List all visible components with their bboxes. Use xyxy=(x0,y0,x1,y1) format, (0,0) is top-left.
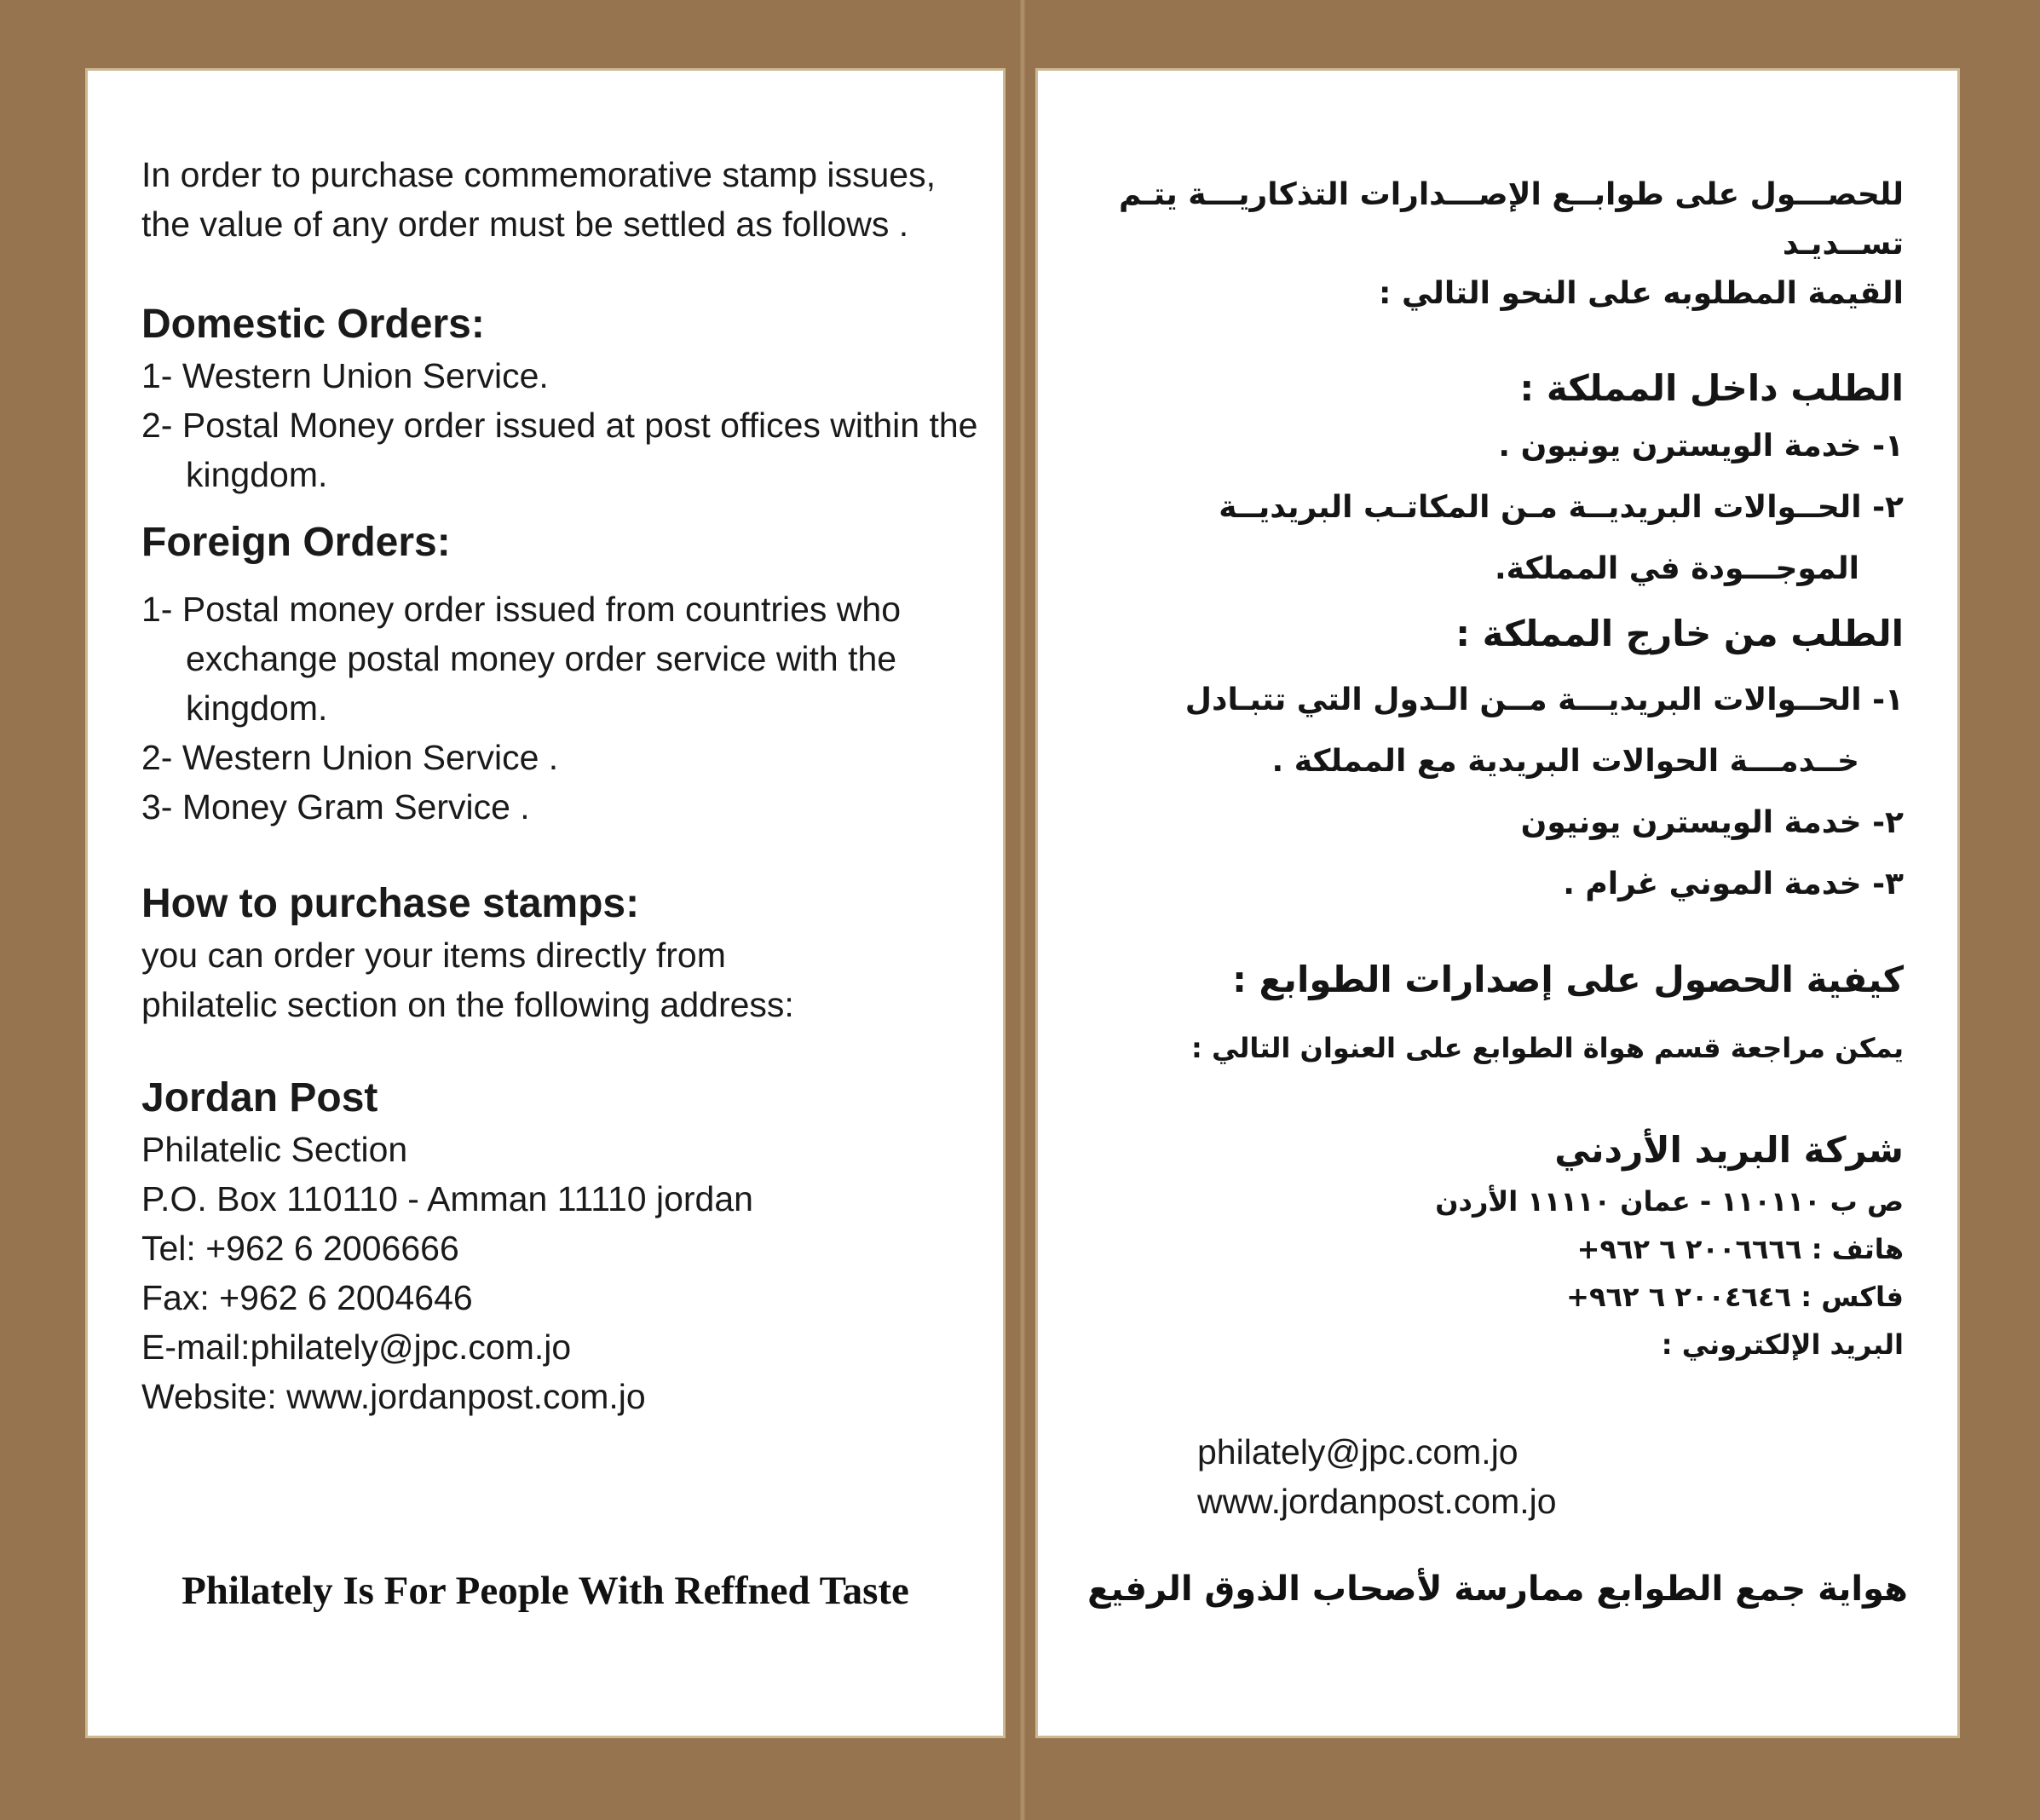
ar-domestic-item-1: ١- خدمة الويسترن يونيون . xyxy=(1498,429,1904,464)
ar-company-name: شركة البريد الأردني xyxy=(1554,1129,1904,1171)
ar-contact-latin xyxy=(1197,1427,1557,1526)
section-name: Philatelic Section xyxy=(141,1130,408,1169)
arabic-panel xyxy=(1035,68,1960,1738)
arabic-tagline: هواية جمع الطوابع ممارسة لأصحاب الذوق الرفيع xyxy=(1087,1569,1908,1609)
ar-foreign-item-1: ١- الحــوالات البريديـــة مــن الـدول التي تتبـادل خــدمـــة الحوالات البريدية مع المملكة . xyxy=(1184,682,1904,779)
domestic-item-2: 2- Postal Money order issued at post offices within the kingdom. xyxy=(141,406,978,494)
ar-howto-text: يمكن مراجعة قسم هواة الطوابع على العنوان التالي : xyxy=(1191,1032,1904,1064)
ar-foreign-heading: الطلب من خارج المملكة : xyxy=(1455,613,1904,654)
ar-website: www.jordanpost.com.jo xyxy=(1197,1482,1557,1521)
ar-email: philately@jpc.com.jo xyxy=(1197,1432,1518,1472)
howto-line-2: philatelic section on the following address: xyxy=(141,985,794,1024)
po-box: P.O. Box 110110 - Amman 11110 jordan xyxy=(141,1179,753,1218)
fax: Fax: +962 6 2004646 xyxy=(141,1278,473,1317)
ar-howto-heading: كيفية الحصول على إصدارات الطوابع : xyxy=(1232,959,1904,1000)
intro-line-2: the value of any order must be settled as follows . xyxy=(141,204,909,244)
ar-fax: فاكس : ٢٠٠٤٦٤٦ ٦ ٩٦٢+ xyxy=(1566,1281,1904,1313)
intro-line-1: In order to purchase commemorative stamp issues, xyxy=(141,155,936,194)
howto-heading: How to purchase stamps: xyxy=(141,881,640,926)
website: Website: www.jordanpost.com.jo xyxy=(141,1377,646,1416)
ar-domestic-item-2: ٢- الحــوالات البريديــة مـن المكاتـب البريديــة الموجـــودة في المملكة. xyxy=(1219,490,1904,586)
english-tagline: Philately Is For People With Reffned Taste xyxy=(182,1569,909,1613)
foreign-item-3: 3- Money Gram Service . xyxy=(141,787,530,826)
ar-intro-line-1: للحصـــول على طوابــع الإصـــدارات التذكاريـــة يتـم تســديـد xyxy=(1118,177,1904,262)
foreign-item-1: 1- Postal money order issued from countries who exchange postal money order service with the kingdom. xyxy=(141,590,902,728)
foreign-heading: Foreign Orders: xyxy=(141,520,451,565)
ar-foreign-item-3: ٣- خدمة الموني غرام . xyxy=(1563,867,1904,901)
fold-seam xyxy=(1018,0,1027,1820)
foreign-item-2: 2- Western Union Service . xyxy=(141,738,559,777)
ar-email-label: البريد الإلكتروني : xyxy=(1661,1328,1904,1361)
ar-intro-line-2: القيمة المطلوبه على النحو التالي : xyxy=(1379,276,1904,311)
email: E-mail:philately@jpc.com.jo xyxy=(141,1328,572,1367)
ar-telephone: هاتف : ٢٠٠٦٦٦٦ ٦ ٩٦٢+ xyxy=(1576,1233,1904,1265)
english-content xyxy=(141,150,994,1421)
arabic-content xyxy=(1069,170,1904,1368)
domestic-heading: Domestic Orders: xyxy=(141,302,485,347)
domestic-item-1: 1- Western Union Service. xyxy=(141,356,549,395)
telephone: Tel: +962 6 2006666 xyxy=(141,1229,459,1268)
ar-foreign-item-2: ٢- خدمة الويسترن يونيون xyxy=(1520,805,1904,840)
english-panel xyxy=(85,68,1006,1738)
ar-po-box: ص ب ١١٠١١٠ - عمان ١١١١٠ الأردن xyxy=(1435,1185,1904,1218)
howto-line-1: you can order your items directly from xyxy=(141,936,726,975)
ar-domestic-heading: الطلب داخل المملكة : xyxy=(1519,367,1904,409)
company-name: Jordan Post xyxy=(141,1075,378,1120)
